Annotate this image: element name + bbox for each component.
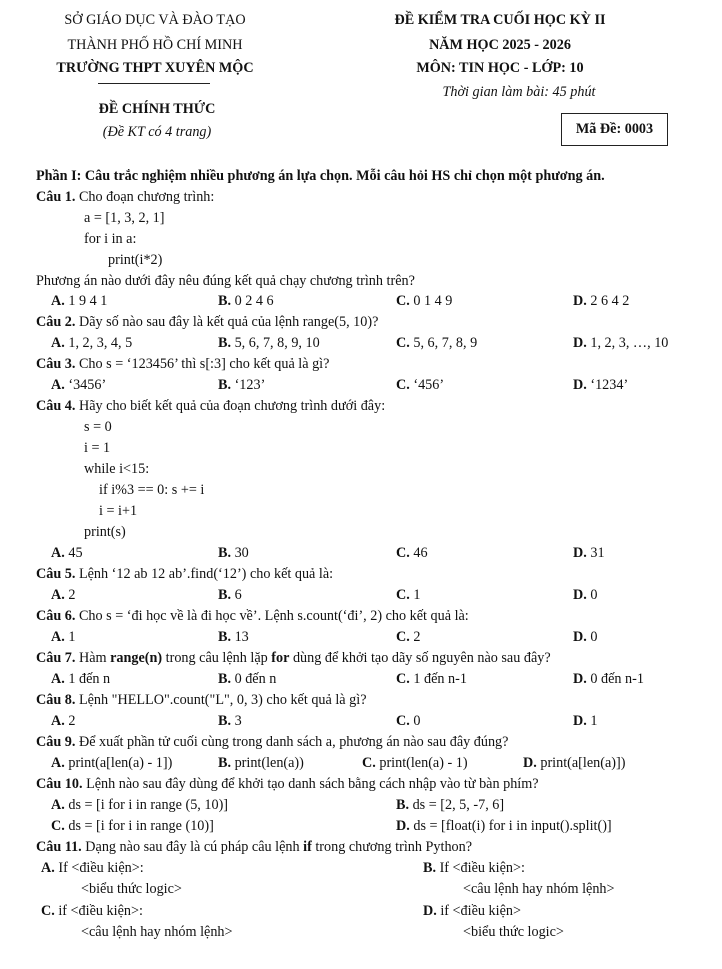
exam-title: ĐỀ KIỂM TRA CUỐI HỌC KỲ II (394, 12, 606, 28)
option-c[interactable]: C. if <điều kiện>: (41, 903, 143, 919)
code-line: a = [1, 3, 2, 1] (84, 210, 165, 226)
option-c[interactable]: C. ‘456’ (396, 377, 445, 393)
option-b[interactable]: B. 5, 6, 7, 8, 9, 10 (218, 335, 320, 351)
school-year: NĂM HỌC 2025 - 2026 (429, 37, 571, 53)
option-c[interactable]: C. 0 1 4 9 (396, 293, 453, 309)
option-c[interactable]: C. ds = [i for i in range (10)] (51, 818, 214, 834)
department-name: SỞ GIÁO DỤC VÀ ĐÀO TẠO (64, 12, 246, 28)
option-a[interactable]: A. 1, 2, 3, 4, 5 (51, 335, 133, 351)
code-line: for i in a: (84, 231, 137, 247)
part1-title: Phần I: Câu trắc nghiệm nhiều phương án lựa chọn. Mỗi câu hỏi HS chỉ chọn một phương án. (36, 168, 605, 184)
exam-code: Mã Đề: 0003 (575, 121, 654, 137)
option-c[interactable]: C. 46 (396, 545, 428, 561)
question-3: Câu 3. Cho s = ‘123456’ thì s[:3] cho kết quả là gì? (36, 356, 330, 372)
question-6: Câu 6. Cho s = ‘đi học về là đi học về’. Lệnh s.count(‘đi’, 2) cho kết quả là: (36, 608, 469, 624)
exam-code-box (561, 113, 668, 146)
option-d[interactable]: D. ‘1234’ (573, 377, 629, 393)
code-line: i = i+1 (99, 503, 138, 519)
question-4: Câu 4. Hãy cho biết kết quả của đoạn chương trình dưới đây: (36, 398, 386, 414)
option-b[interactable]: B. 13 (218, 629, 249, 645)
option-d[interactable]: D. 0 (573, 587, 598, 603)
option-d[interactable]: D. ds = [float(i) for i in input().split()] (396, 818, 612, 834)
option-a[interactable]: A. print(a[len(a) - 1]) (51, 755, 173, 771)
question-1 (36, 189, 214, 206)
code-line: print(s) (84, 524, 126, 540)
option-b-body: <câu lệnh hay nhóm lệnh> (463, 881, 615, 897)
option-a-body: <biểu thức logic> (81, 881, 182, 897)
school-underline (98, 83, 210, 84)
question-10: Câu 10. Lệnh nào sau đây dùng để khởi tạo danh sách bằng cách nhập vào từ bàn phím? (36, 776, 539, 792)
code-line: print(i*2) (108, 252, 163, 268)
question-9: Câu 9. Để xuất phần tử cuối cùng trong danh sách a, phương án nào sau đây đúng? (36, 734, 509, 750)
option-a[interactable]: A. ‘3456’ (51, 377, 107, 393)
option-c[interactable]: C. 5, 6, 7, 8, 9 (396, 335, 478, 351)
option-b[interactable]: B. If <điều kiện>: (423, 860, 525, 876)
option-c[interactable]: C. print(len(a) - 1) (362, 755, 468, 771)
option-c[interactable]: C. 1 đến n-1 (396, 671, 467, 687)
option-a[interactable]: A. 1 9 4 1 (51, 293, 108, 309)
code-line: i = 1 (84, 440, 111, 456)
official-label: ĐỀ CHÍNH THỨC (98, 101, 216, 117)
option-d[interactable]: D. 2 6 4 2 (573, 293, 630, 309)
option-b[interactable]: B. 0 2 4 6 (218, 293, 274, 309)
option-d[interactable]: D. 1, 2, 3, …, 10 (573, 335, 669, 351)
code-line: while i<15: (84, 461, 150, 477)
option-a[interactable]: A. 2 (51, 587, 76, 603)
option-b[interactable]: B. 3 (218, 713, 242, 729)
option-d[interactable]: D. print(a[len(a)]) (523, 755, 626, 771)
option-a[interactable]: A. 1 (51, 629, 76, 645)
question-5: Câu 5. Lệnh ‘12 ab 12 ab’.find(‘12’) cho kết quả là: (36, 566, 334, 582)
exam-time: Thời gian làm bài: 45 phút (442, 84, 596, 100)
option-a[interactable]: A. 1 đến n (51, 671, 111, 687)
question-label: Câu 1. (36, 189, 76, 205)
city-name: THÀNH PHỐ HỒ CHÍ MINH (67, 37, 243, 53)
option-c[interactable]: C. 2 (396, 629, 421, 645)
option-b[interactable]: B. 6 (218, 587, 242, 603)
option-b[interactable]: B. print(len(a)) (218, 755, 304, 771)
option-a[interactable]: A. 2 (51, 713, 76, 729)
option-d[interactable]: D. 0 (573, 629, 598, 645)
question-2: Câu 2. Dãy số nào sau đây là kết quả của lệnh range(5, 10)? (36, 314, 379, 330)
option-d[interactable]: D. if <điều kiện> (423, 903, 521, 919)
page-count-note: (Đề KT có 4 trang) (102, 124, 212, 140)
code-line: if i%3 == 0: s += i (99, 482, 205, 498)
option-c-body: <câu lệnh hay nhóm lệnh> (81, 924, 233, 940)
option-a[interactable]: A. 45 (51, 545, 83, 561)
option-d[interactable]: D. 0 đến n-1 (573, 671, 644, 687)
question-8: Câu 8. Lệnh "HELLO".count("L", 0, 3) cho kết quả là gì? (36, 692, 367, 708)
code-line: s = 0 (84, 419, 112, 435)
option-b[interactable]: B. 30 (218, 545, 249, 561)
option-b[interactable]: B. ‘123’ (218, 377, 266, 393)
subject-grade: MÔN: TIN HỌC - LỚP: 10 (416, 60, 584, 76)
option-b[interactable]: B. ds = [2, 5, -7, 6] (396, 797, 505, 813)
option-a[interactable]: A. ds = [i for i in range (5, 10)] (51, 797, 229, 813)
option-d[interactable]: D. 31 (573, 545, 605, 561)
option-c[interactable]: C. 0 (396, 713, 421, 729)
question-11: Câu 11. Dạng nào sau đây là cú pháp câu lệnh if trong chương trình Python? (36, 839, 473, 855)
option-b[interactable]: B. 0 đến n (218, 671, 277, 687)
school-name: TRƯỜNG THPT XUYÊN MỘC (56, 60, 254, 76)
question-text: Cho đoạn chương trình: (75, 189, 215, 205)
option-a[interactable]: A. If <điều kiện>: (41, 860, 144, 876)
question-prompt: Phương án nào dưới đây nêu đúng kết quả chạy chương trình trên? (36, 273, 415, 289)
option-d-body: <biểu thức logic> (463, 924, 564, 940)
option-d[interactable]: D. 1 (573, 713, 598, 729)
option-c[interactable]: C. 1 (396, 587, 421, 603)
question-7: Câu 7. Hàm range(n) trong câu lệnh lặp for dùng để khởi tạo dãy số nguyên nào sau đây? (36, 650, 551, 666)
